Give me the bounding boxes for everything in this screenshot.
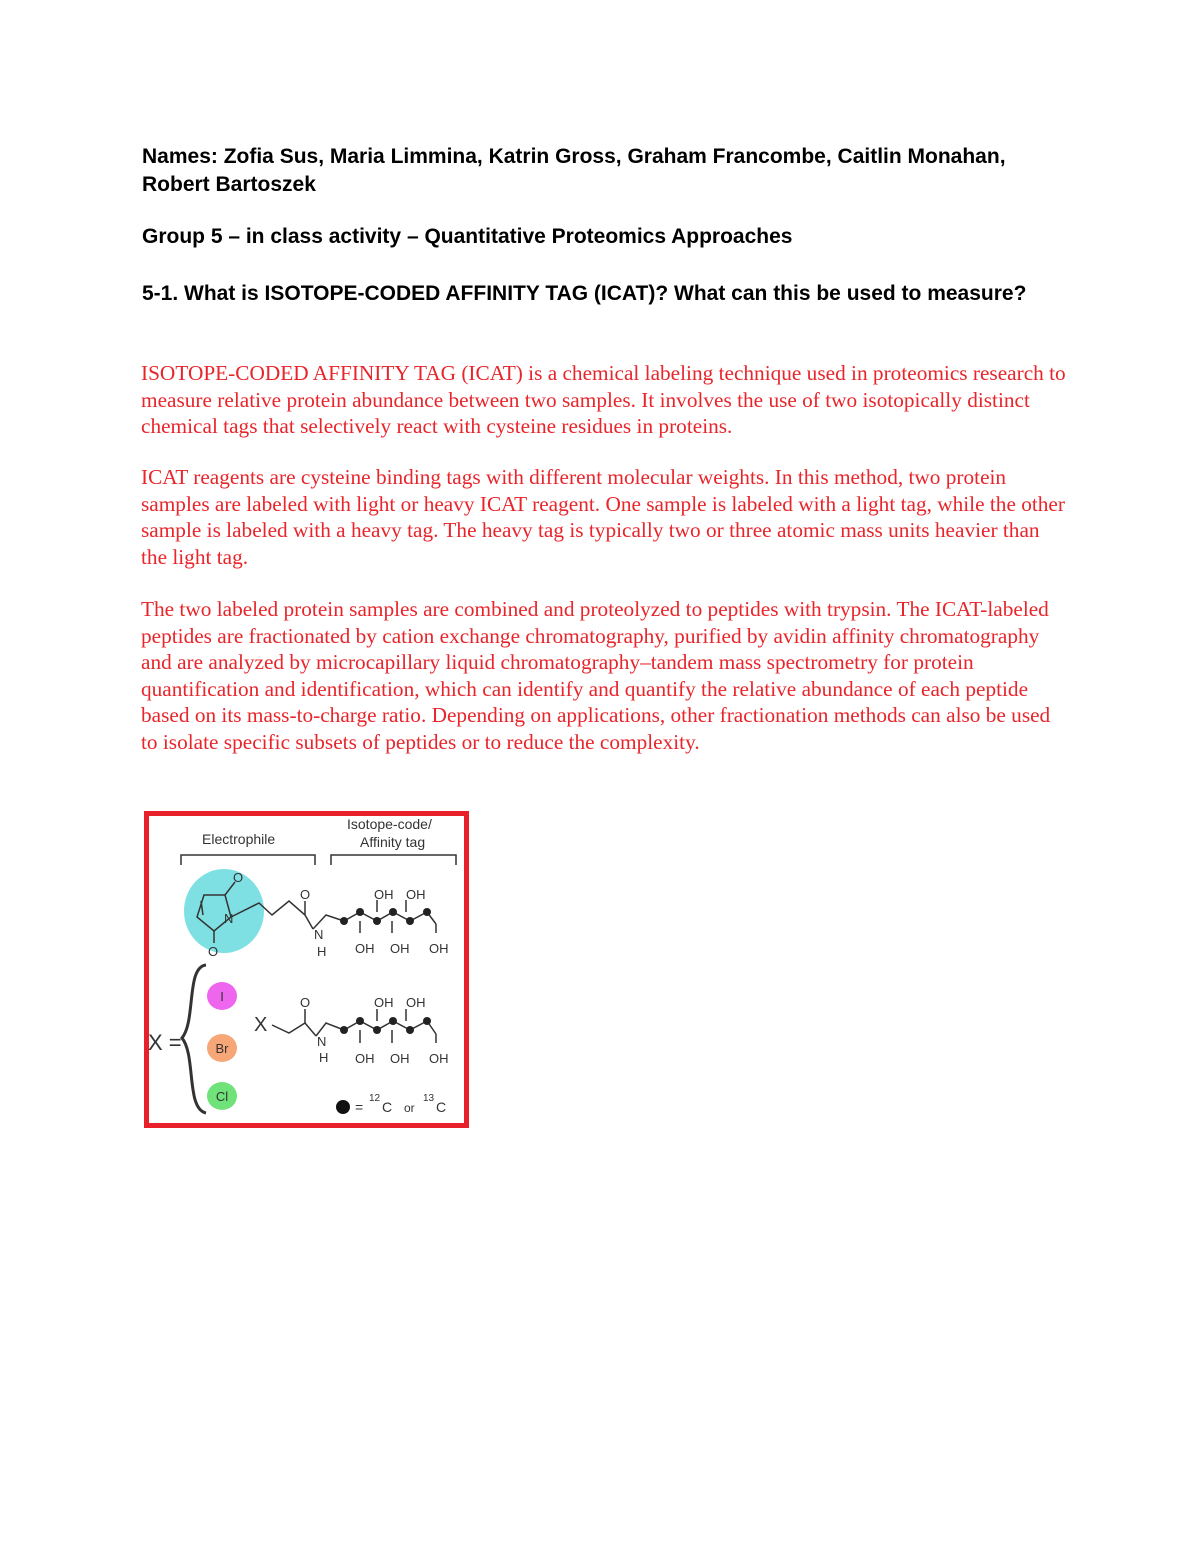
atom-oh: OH <box>374 887 394 902</box>
carbon-dot <box>423 908 431 916</box>
atom-oh: OH <box>406 995 426 1010</box>
halogen-options <box>207 982 237 1110</box>
atom-o: O <box>233 870 244 885</box>
legend-c13-symbol: C <box>436 1099 447 1115</box>
group-title: Group 5 – in class activity – Quantitative Proteomics Approaches <box>142 225 793 248</box>
icat-structure-diagram <box>144 811 469 1128</box>
answer-paragraph-1: ISOTOPE-CODED AFFINITY TAG (ICAT) is a chemical labeling technique used in proteomics research to measure relative protein abundance between two samples. It involves the use of two isotopically distinct chemical tags that selectively react with cysteine residues in proteins. <box>141 361 1066 439</box>
atom-h: H <box>317 944 327 959</box>
atom-oh: OH <box>355 1051 375 1066</box>
x-group-label: X <box>254 1014 268 1036</box>
question-5-1: 5-1. What is ISOTOPE-CODED AFFINITY TAG (ICAT)? What can this be used to measure? <box>142 282 1027 305</box>
legend-c12-mass: 12 <box>369 1093 381 1104</box>
atom-oh: OH <box>429 1051 449 1066</box>
atom-o: O <box>208 944 219 959</box>
tag-label-line1: Isotope-code/ <box>347 816 432 832</box>
atom-oh: OH <box>355 941 375 956</box>
carbon-dot <box>406 917 414 925</box>
atom-n: N <box>317 1034 327 1049</box>
atom-n: N <box>224 911 234 926</box>
atom-n: N <box>314 927 324 942</box>
carbon-dot <box>389 1017 397 1025</box>
electrophile-label: Electrophile <box>202 831 276 847</box>
iodine-label: I <box>220 989 224 1004</box>
names-line: Names: Zofia Sus, Maria Limmina, Katrin Gross, Graham Francombe, Caitlin Monahan, Robert Bartoszek <box>142 145 1006 196</box>
carbon-dot <box>356 908 364 916</box>
x-equals-label: X = <box>148 1030 182 1055</box>
atom-o: O <box>300 887 311 902</box>
legend-equals: = <box>355 1099 364 1115</box>
atom-oh: OH <box>390 941 410 956</box>
answer-paragraph-2: ICAT reagents are cysteine binding tags with different molecular weights. In this method, two protein samples are labeled with light or heavy ICAT reagent. One sample is labeled with a light tag, while the other sample is labeled with a heavy tag. The heavy tag is typically two or three atomic mass units heavier than the light tag. <box>141 465 1065 569</box>
legend-or: or <box>404 1101 415 1115</box>
legend-carbon-dot <box>336 1100 350 1114</box>
answer-paragraph-3: The two labeled protein samples are combined and proteolyzed to peptides with trypsin. The ICAT-labeled peptides are fractionated by cation exchange chromatography, purified by avidin affinity chromatography and are analyzed by microcapillary liquid chromatography–tandem mass spectrometry for protein quantification and identification, which can identify and quantify the relative abundance of each peptide based on its mass-to-charge ratio. Depending on applications, other fractionation methods can also be used to isolate specific subsets of peptides or to reduce the complexity. <box>141 597 1051 754</box>
chlorine-label: Cl <box>215 1089 229 1104</box>
legend-c12-symbol: C <box>382 1099 393 1115</box>
carbon-dot <box>373 917 381 925</box>
legend-c13-mass: 13 <box>423 1093 435 1104</box>
atom-o: O <box>300 995 311 1010</box>
carbon-dot <box>389 908 397 916</box>
icat-reagent-figure <box>144 811 469 1128</box>
atom-oh: OH <box>390 1051 410 1066</box>
carbon-dot <box>423 1017 431 1025</box>
carbon-dot <box>340 917 348 925</box>
atom-oh: OH <box>406 887 426 902</box>
carbon-dot <box>356 1017 364 1025</box>
atom-oh: OH <box>429 941 449 956</box>
atom-oh: OH <box>374 995 394 1010</box>
atom-h: H <box>319 1050 329 1065</box>
carbon-dot <box>340 1026 348 1034</box>
tag-label-line2: Affinity tag <box>360 834 426 850</box>
bromine-label: Br <box>215 1041 229 1056</box>
carbon-dot <box>406 1026 414 1034</box>
carbon-dot <box>373 1026 381 1034</box>
